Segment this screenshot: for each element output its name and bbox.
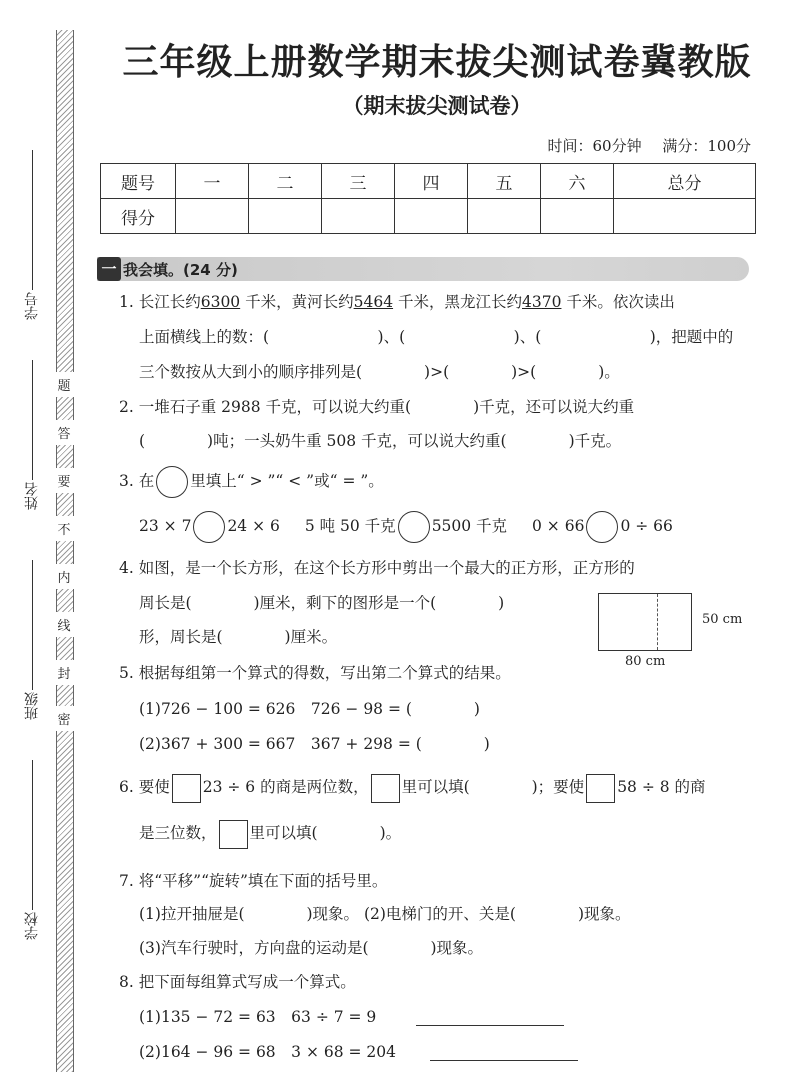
q8-line1: 8. 把下面每组算式写成一个算式。 <box>119 973 356 991</box>
score-table-score-row <box>101 199 756 234</box>
q1-number: 4370 <box>522 293 562 311</box>
exam-title: 三年级上册数学期末拔尖测试卷冀教版 <box>122 42 752 83</box>
binding-margin <box>0 0 80 1072</box>
q1-line1 <box>119 291 675 313</box>
q3-expr: 5500 千克 <box>431 517 508 535</box>
score-cell[interactable] <box>176 199 249 234</box>
score-cell[interactable] <box>322 199 395 234</box>
q3-text: 3. 在 <box>119 472 155 490</box>
q3-expr: 0 × 66 <box>532 517 585 535</box>
digit-box[interactable] <box>586 774 615 803</box>
answer-blank[interactable] <box>430 1046 578 1061</box>
q2-line2[interactable]: ( )吨；一头奶牛重 508 千克，可以说大约重( )千克。 <box>139 432 622 450</box>
q8-line2 <box>139 1006 564 1028</box>
q3-expr: 0 ÷ 66 <box>620 517 673 535</box>
score-cell[interactable] <box>249 199 322 234</box>
time-limit: 时间：60分钟 <box>547 137 642 155</box>
compare-circle[interactable] <box>193 511 225 543</box>
score-cell[interactable] <box>468 199 541 234</box>
q3-line1 <box>119 466 384 498</box>
q5-line2[interactable]: (1)726 − 100 = 626 726 − 98 = ( ) <box>139 700 480 718</box>
q8-line3 <box>139 1041 578 1063</box>
seal-char: 封 <box>50 660 78 685</box>
score-row-label: 得分 <box>101 199 176 234</box>
section-heading <box>97 257 749 281</box>
score-header-cell: 总分 <box>614 164 756 199</box>
score-header-cell: 二 <box>249 164 322 199</box>
compare-circle[interactable] <box>586 511 618 543</box>
q3-expr: 24 × 6 <box>227 517 280 535</box>
q1-number: 5464 <box>353 293 394 311</box>
xingming-line[interactable] <box>32 360 33 480</box>
seal-char: 密 <box>50 706 78 731</box>
q7-line1: 7. 将“平移”“旋转”填在下面的括号里。 <box>119 872 388 890</box>
xuexiao-label: 学校 <box>24 912 40 940</box>
binding-hatch <box>56 30 74 1072</box>
rectangle-figure <box>598 593 692 651</box>
exam-subtitle: （期末拔尖测试卷） <box>342 94 532 118</box>
score-header-cell: 题号 <box>101 164 176 199</box>
q1-text: 1. 长江长约 <box>119 293 201 311</box>
score-cell[interactable] <box>541 199 614 234</box>
rect-width-label: 80 cm <box>625 654 666 669</box>
seal-char: 不 <box>50 516 78 541</box>
score-table-header-row <box>101 164 756 199</box>
q6-text: 是三位数， <box>139 824 217 842</box>
q4-line3[interactable]: 形，周长是( )厘米。 <box>139 628 338 646</box>
q4-line1: 4. 如图，是一个长方形，在这个长方形中剪出一个最大的正方形，正方形的 <box>119 559 635 577</box>
banji-label: 班级 <box>24 692 40 720</box>
q5-line3[interactable]: (2)367 + 300 = 667 367 + 298 = ( ) <box>139 735 490 753</box>
q6-line2 <box>139 818 401 849</box>
q6-text: 58 ÷ 8 的商 <box>617 778 706 796</box>
score-header-cell: 三 <box>322 164 395 199</box>
seal-char: 答 <box>50 420 78 445</box>
q7-line3[interactable]: (3)汽车行驶时，方向盘的运动是( )现象。 <box>139 939 484 957</box>
q4-line2[interactable]: 周长是( )厘米，剩下的图形是一个( ) <box>139 594 505 612</box>
q1-line2[interactable]: 上面横线上的数：( )、( )、( )，把题中的 <box>139 328 734 346</box>
score-header-cell: 六 <box>541 164 614 199</box>
full-score: 满分：100分 <box>662 137 751 155</box>
xuehao-label: 学号 <box>24 292 40 320</box>
compare-circle[interactable] <box>398 511 430 543</box>
xingming-label: 姓名 <box>24 482 40 510</box>
xuehao-line[interactable] <box>32 150 33 290</box>
q6-text: 6. 要使 <box>119 778 170 796</box>
score-header-cell: 五 <box>468 164 541 199</box>
seal-char: 要 <box>50 468 78 493</box>
q2-line1[interactable]: 2. 一堆石子重 2988 千克，可以说大约重( )千克，还可以说大约重 <box>119 398 635 416</box>
q6-text[interactable]: 里可以填( )；要使 <box>401 778 585 796</box>
q6-text: 23 ÷ 6 的商是两位数， <box>202 778 369 796</box>
digit-box-ref <box>219 820 248 849</box>
seal-char: 线 <box>50 612 78 637</box>
q1-line3[interactable]: 三个数按从大到小的顺序排列是( )>( )>( )。 <box>139 363 620 381</box>
q8-expr: (1)135 − 72 = 63 63 ÷ 7 = 9 <box>139 1008 377 1026</box>
section-title: 我会填。(24 分) <box>123 261 238 279</box>
q6-line1 <box>119 772 706 803</box>
digit-box[interactable] <box>172 774 201 803</box>
seal-char: 内 <box>50 564 78 589</box>
q1-number: 6300 <box>200 293 241 311</box>
section-number: 一 <box>97 257 121 281</box>
q1-text: 千米，黑龙江长约 <box>393 293 522 311</box>
score-header-cell: 一 <box>176 164 249 199</box>
digit-box-ref <box>371 774 400 803</box>
xuexiao-line[interactable] <box>32 760 33 910</box>
q1-text: 千米，黄河长约 <box>240 293 354 311</box>
q3-expr: 5 吨 50 千克 <box>304 517 396 535</box>
q7-line2[interactable]: (1)拉开抽屉是( )现象。 (2)电梯门的开、关是( )现象。 <box>139 905 631 923</box>
q6-text[interactable]: 里可以填( )。 <box>249 824 402 842</box>
banji-line[interactable] <box>32 560 33 690</box>
score-table <box>100 163 756 234</box>
score-cell[interactable] <box>395 199 468 234</box>
q3-text: 里填上“ > ”“ < ”或“ = ”。 <box>190 472 384 490</box>
exam-meta <box>531 135 751 156</box>
answer-blank[interactable] <box>416 1011 564 1026</box>
seal-char: 题 <box>50 372 78 397</box>
compare-circle <box>156 466 188 498</box>
q5-line1: 5. 根据每组第一个算式的得数，写出第二个算式的结果。 <box>119 664 511 682</box>
score-cell[interactable] <box>614 199 756 234</box>
q8-expr: (2)164 − 96 = 68 3 × 68 = 204 <box>139 1043 397 1061</box>
q3-line2 <box>139 511 673 543</box>
q3-expr: 23 × 7 <box>139 517 192 535</box>
rect-height-label: 50 cm <box>702 612 743 627</box>
square-cut-line <box>657 594 658 650</box>
score-header-cell: 四 <box>395 164 468 199</box>
q1-text: 千米。依次读出 <box>561 293 675 311</box>
